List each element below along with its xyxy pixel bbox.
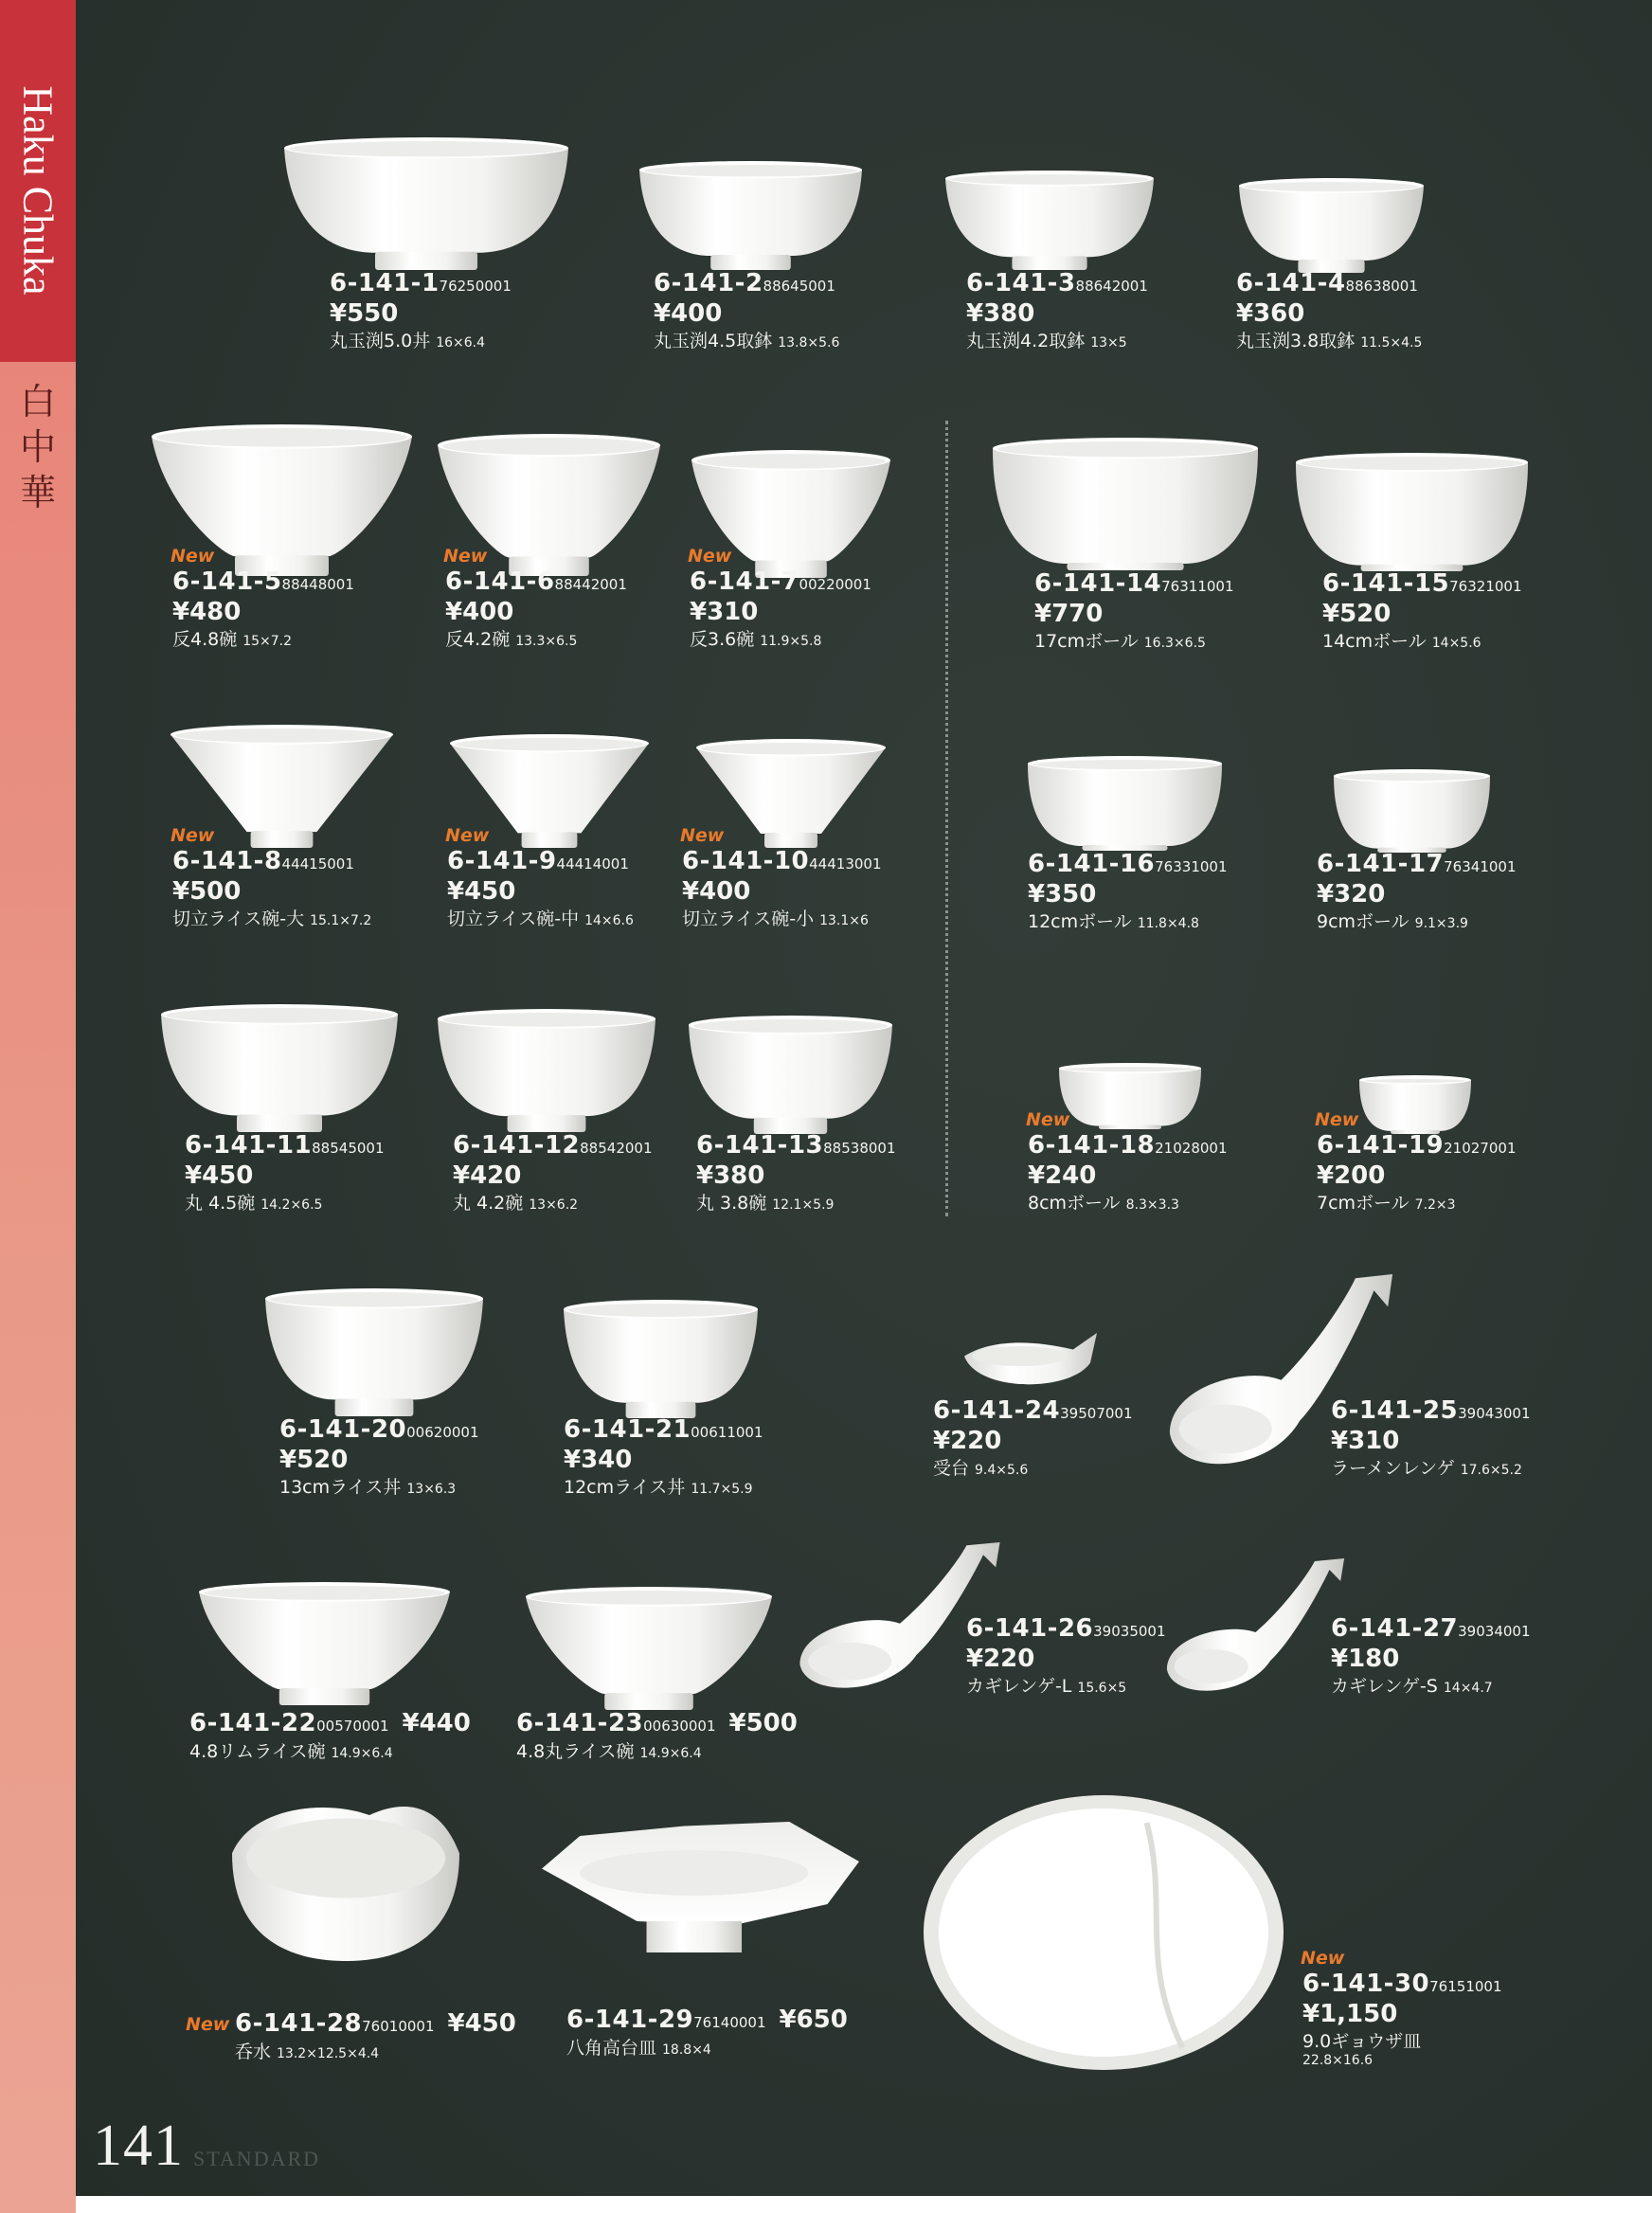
product-caption <box>566 2006 848 2060</box>
product-image <box>438 1009 655 1132</box>
product-image <box>1359 1075 1471 1134</box>
product-price: ¥380 <box>696 1161 765 1190</box>
product-name: 4.8丸ライス碗 <box>516 1741 635 1762</box>
product-caption <box>690 568 871 652</box>
product-name: 17cmボール <box>1034 631 1139 652</box>
product-price: ¥360 <box>1236 299 1305 328</box>
jan-code: 21027001 <box>1444 1140 1517 1157</box>
product-price: ¥380 <box>966 299 1035 328</box>
product-size: 8.3×3.3 <box>1125 1197 1179 1213</box>
jan-code: 21028001 <box>1155 1140 1228 1157</box>
jan-code: 39043001 <box>1458 1405 1531 1422</box>
product-code: 6-141-29 <box>566 2006 694 2034</box>
product-price: ¥200 <box>1317 1161 1386 1190</box>
product-code: 6-141-28 <box>235 2009 363 2038</box>
product-name: カギレンゲ-S <box>1331 1676 1438 1697</box>
product-caption <box>172 568 354 652</box>
product-caption <box>445 568 627 652</box>
product-name: 呑水 <box>235 2042 272 2062</box>
product-image <box>1239 178 1424 273</box>
product-price: ¥310 <box>1331 1427 1400 1455</box>
product-image <box>1059 1063 1201 1129</box>
product-size: 14.9×6.4 <box>639 1746 702 1761</box>
product-name: 14cmボール <box>1322 631 1427 652</box>
product-caption <box>1322 570 1522 654</box>
product-caption <box>235 2010 516 2064</box>
new-badge: New <box>1026 1109 1070 1130</box>
jan-code: 00570001 <box>316 1718 389 1735</box>
product-image <box>1163 1558 1348 1700</box>
product-price: ¥400 <box>445 598 514 626</box>
product-code: 6-141-4 <box>1236 269 1346 297</box>
product-image <box>964 1326 1097 1393</box>
product-image <box>696 739 886 848</box>
product-size: 15×7.2 <box>242 634 293 649</box>
product-code: 6-141-26 <box>966 1614 1094 1643</box>
product-price: ¥220 <box>933 1427 1002 1455</box>
product-name: 切立ライス碗-中 <box>447 909 580 929</box>
product-name: 反4.2碗 <box>445 629 511 650</box>
product-code: 6-141-16 <box>1028 850 1156 878</box>
product-caption <box>447 848 634 931</box>
product-size: 22.8×16.6 <box>1302 2053 1374 2068</box>
product-price: ¥450 <box>185 1161 254 1190</box>
product-caption <box>1236 270 1422 353</box>
product-code: 6-141-20 <box>279 1415 407 1444</box>
jan-code: 88542001 <box>580 1140 653 1157</box>
product-code: 6-141-11 <box>185 1131 313 1160</box>
product-name: 受台 <box>933 1458 970 1479</box>
product-price: ¥520 <box>1322 600 1392 628</box>
product-code: 6-141-13 <box>696 1131 824 1160</box>
jan-code: 88545001 <box>312 1140 385 1157</box>
jan-code: 88442001 <box>554 576 627 593</box>
product-price: ¥440 <box>402 1709 471 1737</box>
product-caption <box>279 1416 479 1500</box>
product-size: 14×5.6 <box>1431 636 1481 651</box>
product-price: ¥240 <box>1028 1161 1097 1190</box>
product-name: 4.8リムライス碗 <box>189 1741 326 1762</box>
product-image <box>161 1004 398 1132</box>
product-name: 切立ライス碗-大 <box>172 909 305 929</box>
product-code: 6-141-7 <box>690 567 799 596</box>
product-price: ¥770 <box>1034 600 1104 628</box>
jan-code: 76250001 <box>439 278 512 295</box>
product-caption <box>682 848 882 931</box>
page-footer-label: STANDARD <box>193 2147 321 2170</box>
jan-code: 44414001 <box>556 855 629 873</box>
product-name: 13cmライス丼 <box>279 1477 402 1498</box>
product-code: 6-141-19 <box>1317 1131 1445 1160</box>
product-image <box>993 438 1258 570</box>
product-name: 八角高台皿 <box>566 2038 657 2059</box>
product-size: 15.6×5 <box>1077 1681 1127 1696</box>
product-size: 14×6.6 <box>584 913 634 928</box>
jan-code: 76151001 <box>1429 1978 1502 1995</box>
product-caption <box>1028 851 1228 934</box>
product-caption <box>330 270 512 353</box>
product-size: 14.2×6.5 <box>260 1197 323 1213</box>
product-code: 6-141-18 <box>1028 1131 1156 1160</box>
sidebar-accent-salmon <box>0 362 76 2213</box>
product-name: 丸玉渕3.8取鉢 <box>1236 331 1356 351</box>
jan-code: 88638001 <box>1345 278 1418 295</box>
product-image <box>924 1795 1284 2070</box>
product-code: 6-141-9 <box>447 847 557 875</box>
product-size: 13.8×5.6 <box>778 335 840 351</box>
product-size: 7.2×3 <box>1414 1197 1456 1213</box>
product-code: 6-141-1 <box>330 269 440 297</box>
product-image <box>689 1016 892 1134</box>
product-name: 12cmボール <box>1028 911 1132 932</box>
product-price: ¥400 <box>682 877 751 906</box>
product-image <box>564 1300 758 1418</box>
product-caption <box>453 1132 653 1215</box>
product-size: 13.1×6 <box>819 913 869 928</box>
new-badge: New <box>445 825 490 846</box>
jan-code: 76331001 <box>1155 858 1228 875</box>
product-image <box>526 1587 772 1710</box>
jan-code: 88448001 <box>281 576 354 593</box>
product-price: ¥220 <box>966 1645 1035 1673</box>
product-caption <box>1317 851 1517 934</box>
product-image <box>1028 756 1222 851</box>
jan-code: 76321001 <box>1449 578 1522 595</box>
product-price: ¥310 <box>690 598 759 626</box>
product-caption <box>933 1397 1133 1481</box>
product-code: 6-141-14 <box>1034 569 1162 598</box>
product-name: ラーメンレンゲ <box>1331 1458 1455 1479</box>
product-caption <box>966 1615 1166 1699</box>
product-size: 14×4.7 <box>1443 1681 1493 1696</box>
product-size: 9.4×5.6 <box>975 1463 1029 1478</box>
page-number: 141 <box>93 2114 184 2178</box>
product-price: ¥320 <box>1317 880 1386 909</box>
product-name: 丸 4.2碗 <box>453 1193 524 1214</box>
product-size: 13×5 <box>1090 335 1127 351</box>
product-size: 16×6.4 <box>436 335 486 351</box>
jan-code: 39035001 <box>1093 1623 1166 1640</box>
new-badge: New <box>1301 1948 1345 1969</box>
jan-code: 88538001 <box>823 1140 896 1157</box>
product-size: 15.1×7.2 <box>310 913 372 928</box>
product-name: 丸玉渕4.5取鉢 <box>654 331 773 351</box>
product-price: ¥350 <box>1028 880 1097 909</box>
product-size: 17.6×5.2 <box>1460 1463 1522 1478</box>
product-price: ¥480 <box>172 598 242 626</box>
product-price: ¥500 <box>172 877 242 906</box>
jan-code: 39034001 <box>1458 1623 1531 1640</box>
product-caption <box>654 270 839 353</box>
product-caption <box>966 270 1148 353</box>
product-size: 12.1×5.9 <box>772 1197 835 1213</box>
jan-code: 76341001 <box>1444 858 1517 875</box>
product-caption <box>1317 1132 1517 1215</box>
product-image <box>227 1795 464 1961</box>
series-name-japanese: 白中華 <box>19 381 56 513</box>
jan-code: 00630001 <box>643 1718 716 1735</box>
product-image <box>542 1819 859 1961</box>
product-image <box>1334 769 1490 853</box>
product-price: ¥450 <box>447 877 516 906</box>
product-price: ¥340 <box>564 1446 633 1474</box>
new-badge: New <box>688 546 732 567</box>
product-caption <box>1331 1397 1531 1481</box>
product-size: 14.9×6.4 <box>331 1746 393 1761</box>
product-price: ¥1,150 <box>1302 2000 1398 2028</box>
product-price: ¥180 <box>1331 1645 1400 1673</box>
product-image <box>1296 453 1528 571</box>
new-badge: New <box>171 546 215 567</box>
product-size: 11.8×4.8 <box>1137 916 1199 931</box>
product-caption <box>1302 1970 1502 2068</box>
product-caption <box>189 1710 471 1764</box>
new-badge: New <box>171 825 215 846</box>
product-name: 切立ライス碗-小 <box>682 909 815 929</box>
new-badge: New <box>680 825 725 846</box>
product-name: 丸玉渕4.2取鉢 <box>966 331 1086 351</box>
product-caption <box>564 1416 763 1500</box>
product-caption <box>185 1132 385 1215</box>
product-caption <box>1331 1615 1531 1699</box>
product-price: ¥500 <box>728 1709 798 1737</box>
product-price: ¥550 <box>330 299 399 328</box>
product-name: 12cmライス丼 <box>564 1477 686 1498</box>
jan-code: 00220001 <box>799 576 871 593</box>
product-code: 6-141-25 <box>1331 1396 1459 1425</box>
product-size: 13×6.3 <box>406 1482 457 1497</box>
jan-code: 00620001 <box>406 1424 479 1441</box>
product-size: 11.7×5.9 <box>691 1482 753 1497</box>
product-caption <box>1034 570 1234 654</box>
product-name: 反4.8碗 <box>172 629 238 650</box>
jan-code: 44415001 <box>281 855 354 873</box>
product-code: 6-141-2 <box>654 269 763 297</box>
jan-code: 76140001 <box>693 2014 766 2031</box>
product-name: 8cmボール <box>1028 1193 1121 1214</box>
product-code: 6-141-22 <box>189 1709 317 1737</box>
jan-code: 76311001 <box>1161 578 1234 595</box>
product-name: 丸 3.8碗 <box>696 1193 767 1214</box>
product-code: 6-141-23 <box>516 1709 644 1737</box>
series-name-english: Haku Chuka <box>14 85 62 296</box>
product-caption <box>1028 1132 1228 1215</box>
product-code: 6-141-30 <box>1302 1970 1430 1998</box>
jan-code: 00611001 <box>691 1424 763 1441</box>
product-price: ¥450 <box>447 2009 516 2038</box>
product-code: 6-141-21 <box>564 1415 691 1444</box>
product-size: 18.8×4 <box>662 2042 711 2058</box>
product-code: 6-141-10 <box>682 847 810 875</box>
product-caption <box>696 1132 896 1215</box>
jan-code: 39507001 <box>1060 1405 1133 1422</box>
product-code: 6-141-8 <box>172 847 282 875</box>
product-size: 9.1×3.9 <box>1414 916 1468 931</box>
product-size: 11.5×4.5 <box>1360 335 1423 351</box>
product-name: 反3.6碗 <box>690 629 755 650</box>
jan-code: 88645001 <box>763 278 835 295</box>
product-image <box>199 1582 450 1705</box>
product-code: 6-141-27 <box>1331 1614 1459 1643</box>
product-name: 9cmボール <box>1317 911 1410 932</box>
product-code: 6-141-5 <box>172 567 282 596</box>
product-caption <box>172 848 371 931</box>
product-size: 11.9×5.8 <box>760 634 822 649</box>
product-name: 9.0ギョウザ皿 <box>1302 2031 1422 2052</box>
product-name: 丸玉渕5.0丼 <box>330 331 431 351</box>
product-code: 6-141-15 <box>1322 569 1450 598</box>
product-code: 6-141-3 <box>966 269 1076 297</box>
product-caption <box>516 1710 798 1764</box>
jan-code: 44413001 <box>809 855 882 873</box>
new-badge: New <box>1315 1109 1359 1130</box>
jan-code: 88642001 <box>1075 278 1148 295</box>
product-code: 6-141-6 <box>445 567 555 596</box>
product-image <box>639 161 862 270</box>
product-name: 丸 4.5碗 <box>185 1193 256 1214</box>
new-badge: New <box>186 2014 230 2035</box>
product-code: 6-141-24 <box>933 1396 1061 1425</box>
product-price: ¥400 <box>654 299 723 328</box>
new-badge: New <box>443 546 488 567</box>
product-name: カギレンゲ-L <box>966 1676 1072 1697</box>
product-image <box>265 1288 483 1416</box>
jan-code: 76010001 <box>362 2018 435 2035</box>
product-size: 16.3×6.5 <box>1143 636 1206 651</box>
product-image <box>284 137 568 270</box>
product-name: 7cmボール <box>1317 1193 1410 1214</box>
product-size: 13.2×12.5×4.4 <box>277 2046 380 2061</box>
product-code: 6-141-12 <box>453 1131 581 1160</box>
product-size: 13.3×6.5 <box>515 634 578 649</box>
product-image <box>945 171 1154 270</box>
section-divider <box>945 421 948 1216</box>
product-price: ¥420 <box>453 1161 522 1190</box>
product-price: ¥520 <box>279 1446 349 1474</box>
product-price: ¥650 <box>779 2006 848 2034</box>
product-size: 13×6.2 <box>529 1197 579 1213</box>
product-code: 6-141-17 <box>1317 850 1445 878</box>
